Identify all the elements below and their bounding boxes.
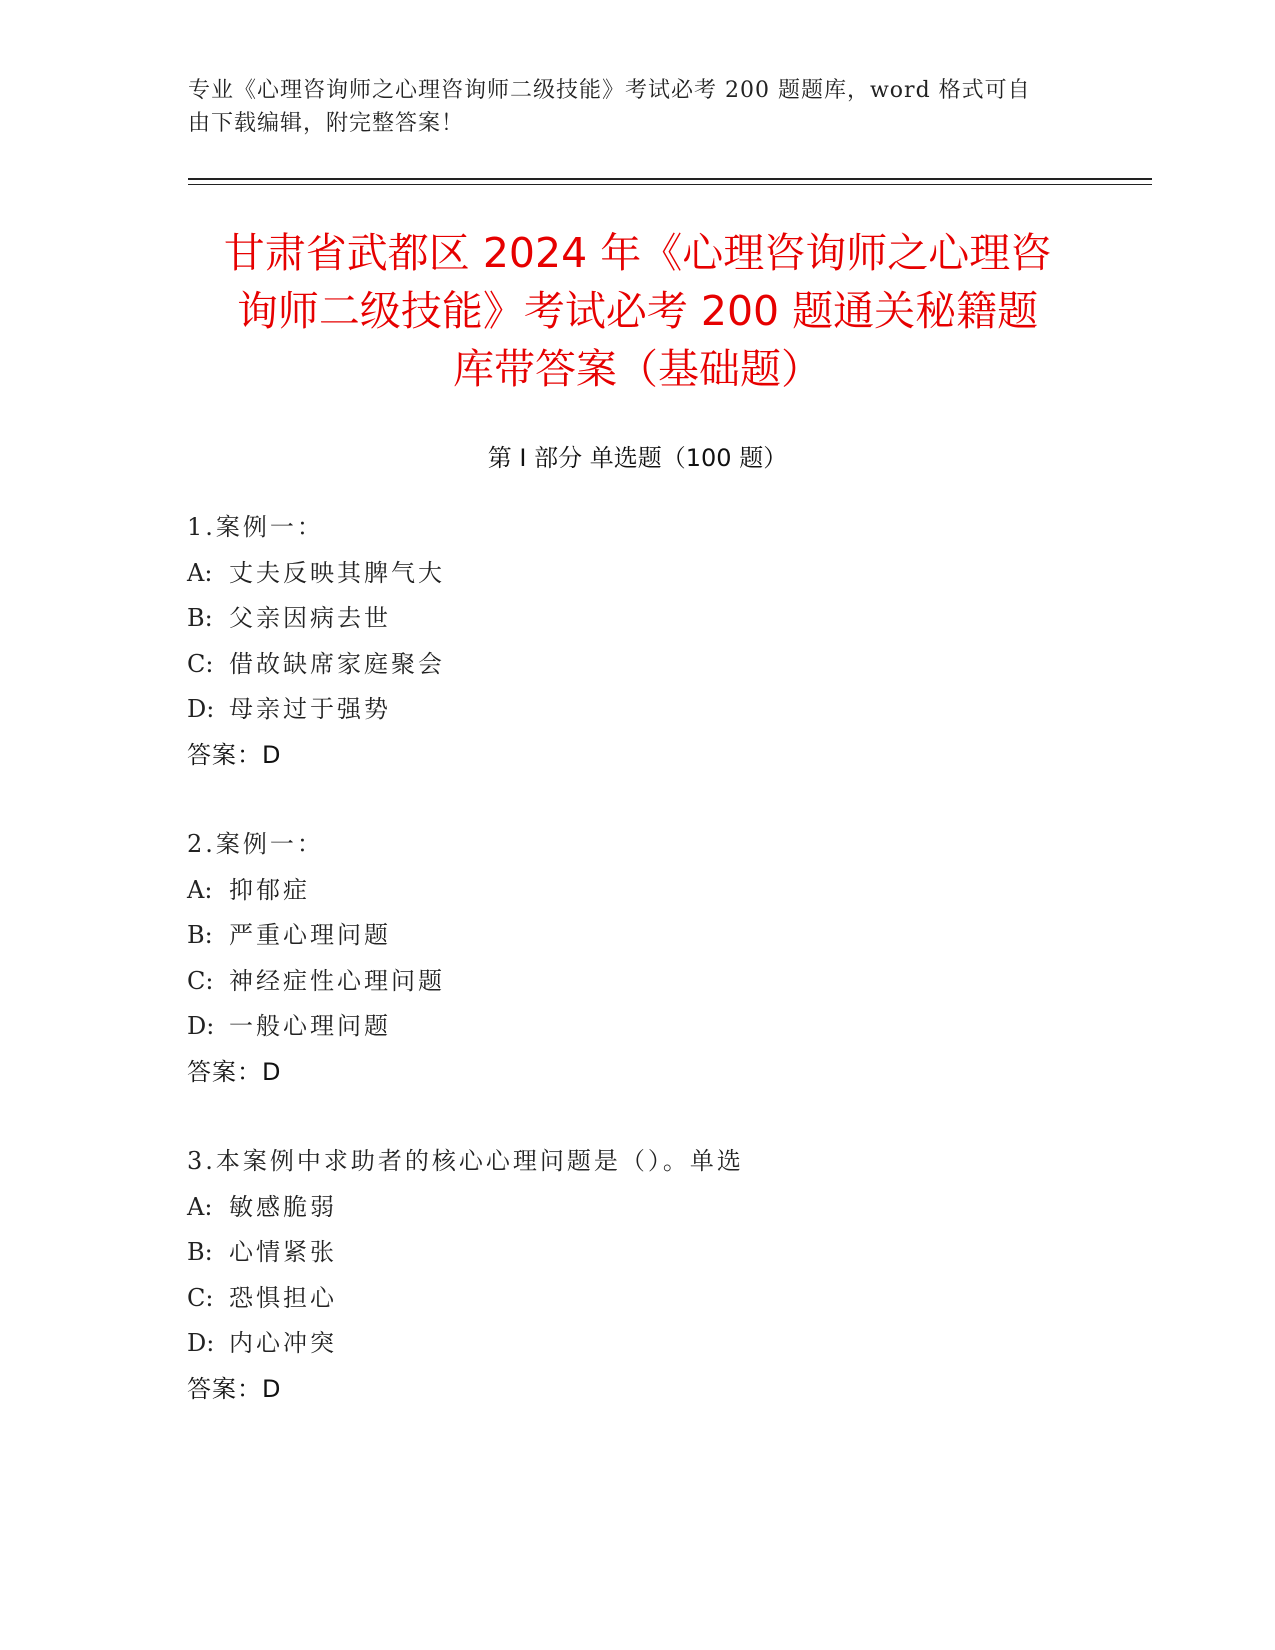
intro-line: 专业《心理咨询师之心理咨询师二级技能》考试必考 200 题题库，word 格式可自 — [188, 78, 1031, 103]
option-b — [187, 596, 445, 642]
option-a — [187, 551, 445, 597]
option-text: 内心冲突 — [229, 1329, 337, 1357]
answer-line: 答案：D — [187, 1057, 282, 1086]
option-c — [187, 959, 445, 1005]
document-title — [150, 224, 1125, 398]
option-d — [187, 1004, 445, 1050]
section-heading: 第 I 部分 单选题（100 题） — [487, 444, 788, 472]
title-line: 库带答案（基础题） — [453, 345, 822, 393]
option-label: C: — [187, 966, 214, 995]
question-stem: 2.案例一： — [187, 830, 324, 858]
option-b — [187, 1230, 744, 1276]
question-stem: 1.案例一： — [187, 513, 324, 541]
option-text: 抑郁症 — [229, 875, 310, 904]
option-text: 父亲因病去世 — [229, 604, 391, 632]
option-label: A: — [187, 558, 213, 587]
option-b — [187, 913, 445, 959]
option-label: A: — [187, 1192, 213, 1221]
option-text: 丈夫反映其脾气大 — [229, 558, 445, 587]
option-label: C: — [187, 649, 214, 678]
title-line: 询师二级技能》考试必考 200 题通关秘籍题 — [236, 287, 1039, 335]
option-label: B: — [187, 604, 213, 632]
title-line: 甘肃省武都区 2024 年《心理咨询师之心理咨 — [223, 229, 1052, 277]
option-text: 严重心理问题 — [229, 921, 391, 949]
option-label: B: — [187, 1238, 213, 1266]
intro-paragraph — [188, 74, 1088, 140]
header-rule-thin — [188, 184, 1152, 185]
option-label: D: — [187, 1012, 215, 1040]
question-block — [187, 1139, 744, 1412]
option-text: 借故缺席家庭聚会 — [229, 649, 445, 678]
option-a — [187, 868, 445, 914]
option-label: B: — [187, 921, 213, 949]
option-label: D: — [187, 1329, 215, 1357]
question-block — [187, 505, 445, 778]
option-text: 心情紧张 — [229, 1238, 337, 1266]
option-text: 一般心理问题 — [229, 1012, 391, 1040]
option-c — [187, 642, 445, 688]
option-text: 母亲过于强势 — [229, 695, 391, 723]
option-text: 敏感脆弱 — [229, 1192, 337, 1221]
option-label: C: — [187, 1283, 214, 1312]
option-c — [187, 1276, 744, 1322]
option-label: A: — [187, 875, 213, 904]
option-label: D: — [187, 695, 215, 723]
option-a — [187, 1185, 744, 1231]
option-text: 恐惧担心 — [229, 1283, 337, 1312]
question-block — [187, 822, 445, 1095]
option-text: 神经症性心理问题 — [229, 966, 445, 995]
answer-line: 答案：D — [187, 740, 282, 769]
option-d — [187, 1321, 744, 1367]
answer-line: 答案：D — [187, 1374, 282, 1403]
intro-line: 由下载编辑，附完整答案！ — [188, 111, 465, 136]
question-stem: 3.本案例中求助者的核心心理问题是（）。单选 — [187, 1147, 744, 1175]
option-d — [187, 687, 445, 733]
header-rule-thick — [188, 178, 1152, 180]
